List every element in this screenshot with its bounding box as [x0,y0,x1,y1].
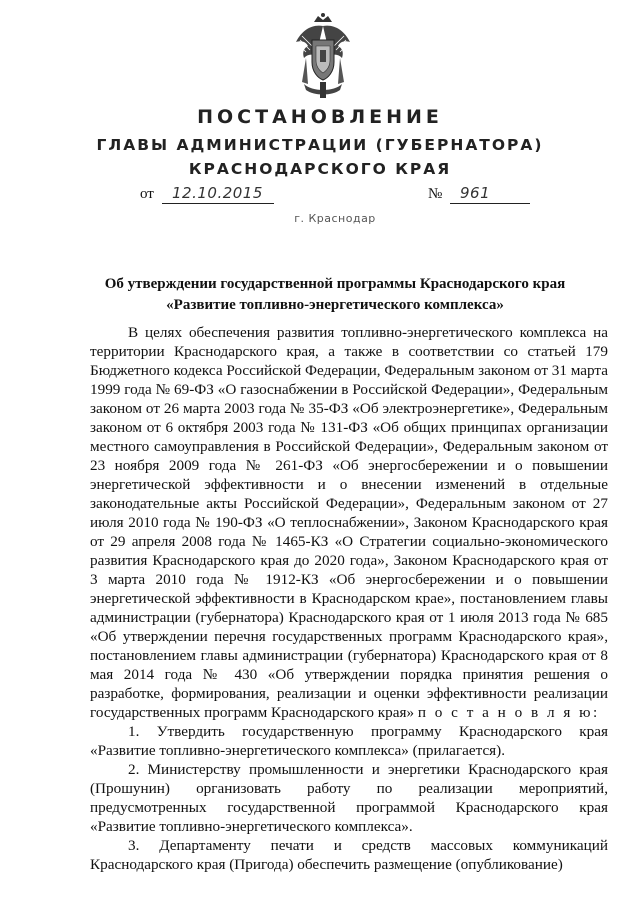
region-heading: КРАСНОДАРСКОГО КРАЯ [188,160,452,178]
preamble-text: В целях обеспечения развития топливно-энергетического комплекса на территории Краснодарского края, а также в соответствии со статьей 179 Бюджетного кодекса Российской Федерации, Федеральным законом от 31 марта 1999 года № 69-ФЗ «О газоснабжении в Российской Федерации», Федеральным законом от 26 марта 2003 года № 35-ФЗ «Об электроэнергетике», Федеральным законом от 6 октября 2003 года № 131-ФЗ «Об общих принципах организации местного самоуправления в Российской Федерации», Федеральным законом от 23 ноября 2009 года № 261-ФЗ «Об энергосбережении и о повышении энергетической эффективности и о внесении изменений в отдельные законодательные акты Российской Федерации», Федеральным законом от 27 июля 2010 года № 190-ФЗ «О теплоснабжении», Законом Краснодарского края от 29 апреля 2008 года № 1465-КЗ «О Стратегии социально-экономического развития Краснодарского края до 2020 года», Законом Краснодарского края от 3 марта 2010 года № 1912-КЗ «Об энергосбережении и о повышении энергетической эффективности в Краснодарском крае», постановлением главы администрации (губернатора) Краснодарского края от 1 июля 2013 года № 685 «Об утверждении перечня государственных программ Краснодарского края», постановлением главы администрации (губернатора) Краснодарского края от 8 мая 2014 года № 430 «Об утверждении порядка принятия решения о разработке, формирования, реализации и оценки эффективности реализации государственных программ Краснодарского края» [90,324,608,721]
date-label: от [140,186,154,202]
document-title [80,274,590,316]
document-type-heading: ПОСТАНОВЛЕНИЕ [197,106,443,128]
resolution-word: п о с т а н о в л я ю: [417,704,600,721]
date-underline [162,203,274,204]
coat-of-arms-icon [292,12,354,100]
paragraph-item-3: 3. Департаменту печати и средств массовых коммуникаций Краснодарского края (Пригода) обеспечить размещение (опубликование) [90,837,608,873]
paragraph-item-1: 1. Утвердить государственную программу Краснодарского края «Развитие топливно-энергетического комплекса» (прилагается). [90,723,608,759]
title-line-1: Об утверждении государственной программы Краснодарского края [104,276,566,292]
paragraph-preamble [90,323,608,722]
number-value: 961 [460,184,491,202]
paragraph-item-2: 2. Министерству промышленности и энергетики Краснодарского края (Прошунин) организовать работу по реализации мероприятий, предусмотренных государственной программой Краснодарского края «Развитие топливно-энергетического комплекса». [90,761,608,835]
number-underline [450,203,530,204]
issuer-heading: ГЛАВЫ АДМИНИСТРАЦИИ (ГУБЕРНАТОРА) [96,136,544,154]
date-value: 12.10.2015 [172,184,263,202]
city-label: г. Краснодар [294,212,376,225]
document-body [90,323,608,874]
number-label: № [428,186,443,202]
title-line-2: «Развитие топливно-энергетического комплекса» [166,297,504,313]
